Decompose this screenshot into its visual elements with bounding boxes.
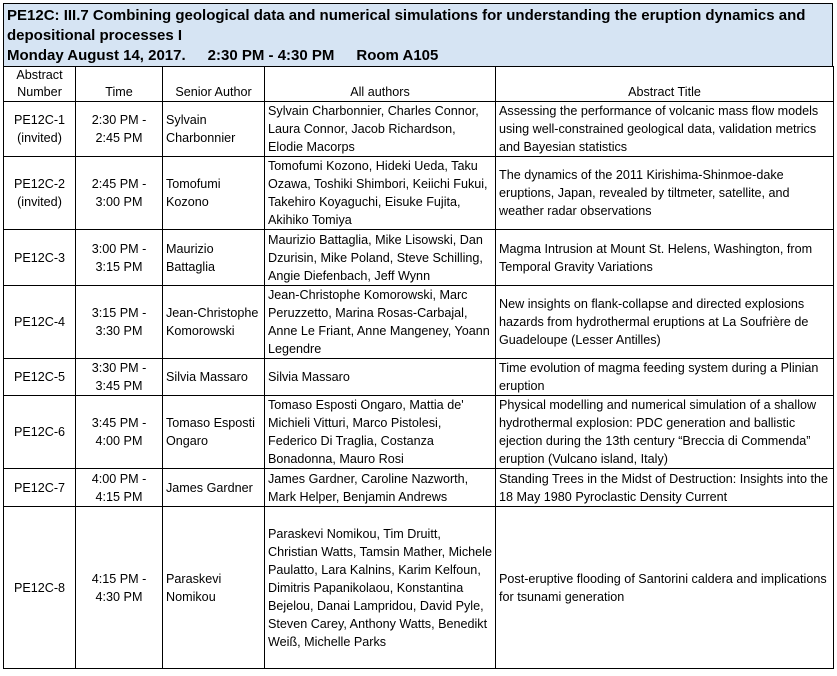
column-header-all-authors: All authors: [265, 67, 496, 102]
time-start: 4:15 PM -: [91, 571, 147, 586]
abstract-title: Time evolution of magma feeding system during a Plinian eruption: [496, 359, 834, 396]
time-cell: [76, 469, 163, 507]
table-row: [4, 359, 834, 396]
session-header: [3, 3, 833, 66]
session-datetime: [7, 47, 460, 64]
abstract-number-cell: [4, 230, 76, 286]
session-schedule: [3, 3, 833, 669]
column-header-time: Time: [76, 67, 163, 102]
abstract-number-cell: [4, 157, 76, 230]
time-cell: [76, 102, 163, 157]
session-title: PE12C: III.7 Combining geological data and numerical simulations for understanding the eruption dynamics and depositional processes I: [7, 7, 806, 44]
time-cell: [76, 359, 163, 396]
abstract-number: PE12C-4: [13, 315, 66, 329]
all-authors: Tomofumi Kozono, Hideki Ueda, Taku Ozawa, Toshiki Shimbori, Keiichi Fukui, Takehiro Koyaguchi, Eisuke Fujita, Akihiko Tomiya: [265, 157, 496, 230]
table-row: [4, 230, 834, 286]
time-end: 4:15 PM: [95, 489, 143, 504]
all-authors: Jean-Christophe Komorowski, Marc Peruzzetto, Marina Rosas-Carbajal, Anne Le Friant, Anne Mangeney, Yoann Legendre: [265, 286, 496, 359]
abstract-number-cell: [4, 469, 76, 507]
senior-author: Jean-Christophe Komorowski: [163, 286, 265, 359]
abstract-title: Standing Trees in the Midst of Destruction: Insights into the 18 May 1980 Pyroclastic Density Current: [496, 469, 834, 507]
abstract-number-cell: [4, 396, 76, 469]
senior-author: Paraskevi Nomikou: [163, 507, 265, 669]
all-authors: Maurizio Battaglia, Mike Lisowski, Dan Dzurisin, Mike Poland, Steve Schilling, Angie Diefenbach, Jeff Wynn: [265, 230, 496, 286]
time-start: 3:30 PM -: [91, 361, 147, 375]
session-time: 2:30 PM - 4:30 PM: [207, 47, 335, 64]
table-row: [4, 469, 834, 507]
senior-author: Tomaso Esposti Ongaro: [163, 396, 265, 469]
time-end: 4:00 PM: [95, 434, 143, 448]
abstract-number: PE12C-2: [13, 177, 66, 191]
column-header-senior-author: Senior Author: [163, 67, 265, 102]
table-row: [4, 286, 834, 359]
abstract-number-cell: [4, 102, 76, 157]
time-end: 2:45 PM: [95, 131, 143, 145]
abstract-note: (invited): [17, 195, 62, 209]
all-authors: Sylvain Charbonnier, Charles Connor, Laura Connor, Jacob Richardson, Elodie Macorps: [265, 102, 496, 157]
time-cell: [76, 230, 163, 286]
abstract-title: Magma Intrusion at Mount St. Helens, Washington, from Temporal Gravity Variations: [496, 230, 834, 286]
abstract-title: The dynamics of the 2011 Kirishima-Shinmoe-dake eruptions, Japan, revealed by tiltmeter, satellite, and weather radar observations: [496, 157, 834, 230]
abstract-number: PE12C-8: [13, 580, 66, 595]
abstract-number: PE12C-7: [13, 480, 66, 495]
time-cell: [76, 396, 163, 469]
time-start: 2:30 PM -: [91, 113, 147, 127]
table-row: [4, 396, 834, 469]
all-authors: Tomaso Esposti Ongaro, Mattia de' Michieli Vitturi, Marco Pistolesi, Federico Di Traglia, Costanza Bonadonna, Mauro Rosi: [265, 396, 496, 469]
table-row: [4, 102, 834, 157]
abstract-title: Assessing the performance of volcanic mass flow models using well-constrained geological data, validation metrics and Bayesian statistics: [496, 102, 834, 157]
session-date: Monday August 14, 2017.: [7, 47, 186, 64]
abstract-number: PE12C-5: [13, 370, 66, 384]
abstract-number-cell: [4, 359, 76, 396]
abstract-note: (invited): [17, 131, 62, 145]
time-start: 3:00 PM -: [91, 241, 147, 256]
senior-author: Silvia Massaro: [163, 359, 265, 396]
all-authors: James Gardner, Caroline Nazworth, Mark Helper, Benjamin Andrews: [265, 469, 496, 507]
abstract-number: PE12C-1: [13, 113, 66, 127]
column-header-number: Abstract Number: [4, 67, 76, 102]
time-end: 4:30 PM: [95, 589, 143, 604]
table-row: [4, 507, 834, 669]
time-end: 3:45 PM: [95, 379, 143, 393]
time-start: 4:00 PM -: [91, 471, 147, 486]
senior-author: James Gardner: [163, 469, 265, 507]
abstract-title: Post-eruptive flooding of Santorini caldera and implications for tsunami generation: [496, 507, 834, 669]
time-start: 3:15 PM -: [91, 306, 147, 320]
time-cell: [76, 286, 163, 359]
table-row: [4, 157, 834, 230]
senior-author: Sylvain Charbonnier: [163, 102, 265, 157]
time-end: 3:00 PM: [95, 195, 143, 209]
abstract-title: Physical modelling and numerical simulation of a shallow hydrothermal explosion: PDC generation and ballistic ejection during the 13th century “Breccia di Commenda” eruption (Vulcano island, Italy): [496, 396, 834, 469]
abstract-number-cell: [4, 507, 76, 669]
abstract-number: PE12C-3: [13, 250, 66, 265]
column-header-abstract-title: Abstract Title: [496, 67, 834, 102]
senior-author: Tomofumi Kozono: [163, 157, 265, 230]
time-end: 3:30 PM: [95, 324, 143, 338]
abstract-number-cell: [4, 286, 76, 359]
all-authors: Paraskevi Nomikou, Tim Druitt, Christian Watts, Tamsin Mather, Michele Paulatto, Lara Kalnins, Karim Kelfoun, Dimitris Papanikolaou, Konstantina Bejelou, Danai Lampridou, David Pyle, Steven Carey, Anthony Watts, Benedikt Weiß, Michelle Parks: [265, 507, 496, 669]
senior-author: Maurizio Battaglia: [163, 230, 265, 286]
abstract-title: New insights on flank-collapse and directed explosions hazards from hydrothermal eruptions at La Soufrière de Guadeloupe (Lesser Antilles): [496, 286, 834, 359]
time-start: 2:45 PM -: [91, 177, 147, 191]
time-start: 3:45 PM -: [91, 416, 147, 430]
abstract-number: PE12C-6: [13, 425, 66, 439]
session-room: Room A105: [356, 47, 439, 64]
table-header-row: [4, 67, 834, 102]
time-end: 3:15 PM: [95, 259, 143, 274]
time-cell: [76, 157, 163, 230]
time-cell: [76, 507, 163, 669]
abstract-table: [3, 66, 834, 669]
all-authors: Silvia Massaro: [265, 359, 496, 396]
